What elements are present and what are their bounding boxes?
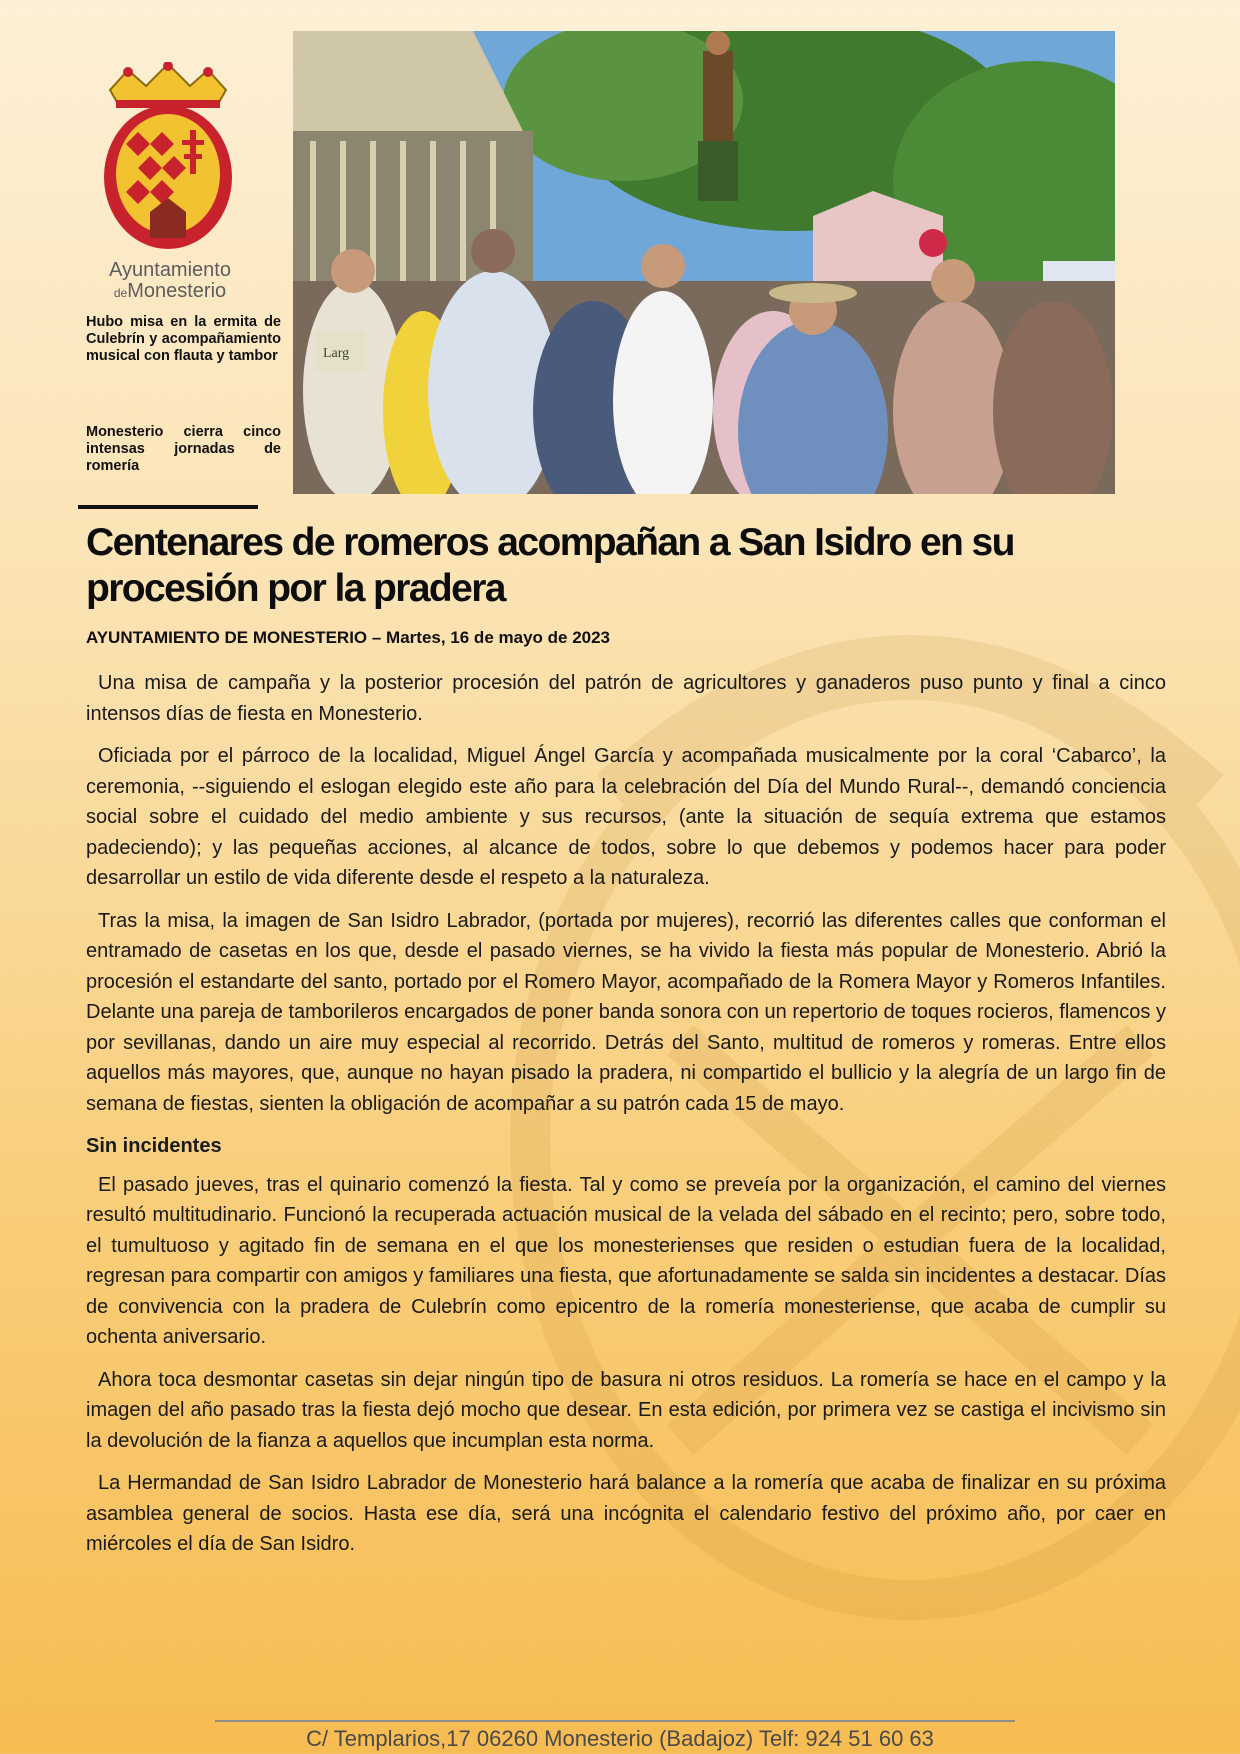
logo-line2: Monesterio	[127, 280, 227, 302]
footer-rule	[215, 1720, 1015, 1722]
article-paragraph-2: Oficiada por el párroco de la localidad, Miguel Ángel García y acompañada musicalmente por la coral ‘Cabarco’, la ceremonia, --siguiendo el eslogan elegido este año para la celebración del Día del Mundo Rural--, demandó conciencia social sobre el cuidado del medio ambiente y sus recursos, (ante la situación de sequía extrema que estamos padeciendo); y las pequeñas acciones, al alcance de todos, sobre lo que debemos y podemos hacer para poder desarrollar un estilo de vida diferente desde el respeto a la naturaleza.	[86, 745, 1166, 889]
bag-sign-text: Larg	[323, 346, 350, 361]
article-paragraph-4: El pasado jueves, tras el quinario comenzó la fiesta. Tal y como se preveía por la organización, el camino del viernes resultó multitudinario. Funcionó la recuperada actuación musical de la velada del sábado en el recinto; pero, sobre todo, el tumultuoso y agitado fin de semana en el que los monesterienses que residen o estudian fuera de la localidad, regresan para compartir con amigos y familiares una fiesta, que afortunadamente se salda sin incidentes a destacar. Días de convivencia con la pradera de Culebrín como epicentro de la romería monesteriense, que acaba de cumplir su ochenta aniversario.	[86, 1173, 1166, 1348]
article-paragraph-6: La Hermandad de San Isidro Labrador de Monesterio hará balance a la romería que acaba de finalizar en su próxima asamblea general de socios. Hasta ese día, será una incógnita el calendario festivo del próximo año, por caer en miércoles el día de San Isidro.	[86, 1472, 1166, 1555]
article-subheading: Sin incidentes	[86, 1135, 222, 1157]
top-rule	[78, 505, 258, 509]
footer-address: C/ Templarios,17 06260 Monesterio (Badajoz) Telf: 924 51 60 63	[306, 1726, 934, 1751]
procession-photo	[293, 31, 1115, 494]
headline: Centenares de romeros acompañan a San Isidro en su procesión por la pradera	[86, 521, 1014, 610]
logo-line2-prefix: de	[113, 286, 128, 300]
logo-line1: Ayuntamiento	[109, 259, 231, 281]
article-body	[86, 668, 1166, 1572]
crown-icon	[110, 62, 226, 108]
coat-of-arms-logo	[98, 62, 238, 252]
article-paragraph-5: Ahora toca desmontar casetas sin dejar ningún tipo de basura ni otros residuos. La romería se hace en el campo y la imagen del año pasado tras la fiesta dejó mocho que desear. En esta edición, por primera vez se castiga el incivismo sin la devolución de la fianza a aquellos que incumplan esta norma.	[86, 1368, 1166, 1452]
sidebar-note-1: Hubo misa en la ermita de Culebrín y acompañamiento musical con flauta y tambor	[86, 314, 281, 364]
article-paragraph-1: Una misa de campaña y la posterior procesión del patrón de agricultores y ganaderos puso punto y final a cinco intensos días de fiesta en Monesterio.	[86, 672, 1166, 725]
shield-icon	[104, 105, 232, 249]
article-paragraph-3: Tras la misa, la imagen de San Isidro Labrador, (portada por mujeres), recorrió las diferentes calles que conforman el entramado de casetas en los que, desde el pasado viernes, se ha vivido la fiesta más popular de Monesterio. Abrió la procesión el estandarte del santo, portado por el Romero Mayor, acompañado de la Romera Mayor y Romeros Infantiles. Delante una pareja de tamborileros encargados de poner banda sonora con un repertorio de toques rocieros, flamencos y por sevillanas, dando un aire muy especial al recorrido. Detrás del Santo, multitud de romeros y romeras. Entre ellos aquellos más mayores, que, aunque no hayan pisado la pradera, ni compartido el bullicio y la alegría de un largo fin de semana de fiestas, sienten la obligación de acompañar a su patrón cada 15 de mayo.	[86, 909, 1166, 1115]
sidebar-note-2: Monesterio cierra cinco intensas jornadas de romería	[86, 424, 281, 474]
byline: AYUNTAMIENTO DE MONESTERIO – Martes, 16 de mayo de 2023	[86, 628, 611, 647]
logo-text	[90, 260, 250, 304]
